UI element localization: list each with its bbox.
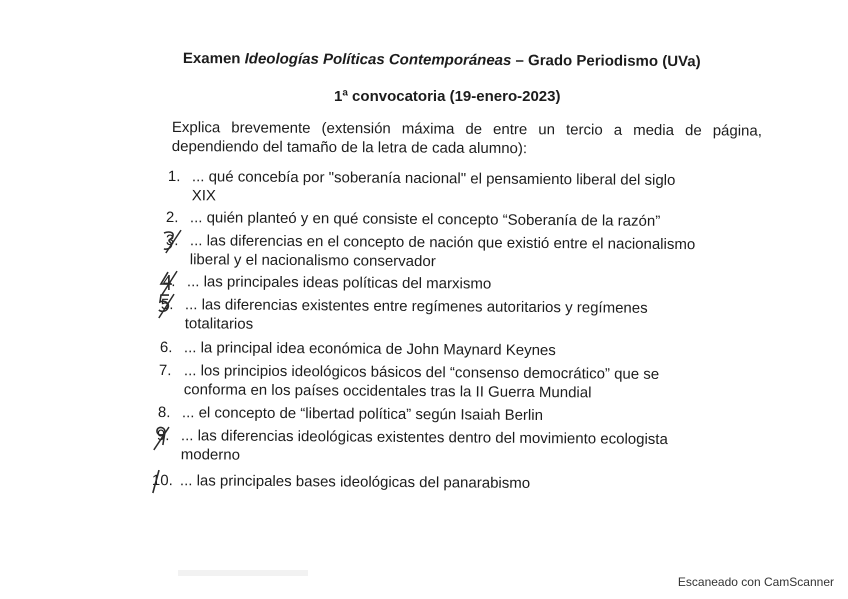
instructions: Explica brevemente (extensión máxima de entre un tercio a media de página, dependiendo del tamaño de la letra de cada alumno): xyxy=(171,118,762,158)
title-course: Ideologías Políticas Contemporáneas xyxy=(244,50,512,70)
question-8 xyxy=(157,404,743,425)
question-number: 5. xyxy=(160,296,174,314)
question-text: ... el concepto de “libertad política” según Isaiah Berlin xyxy=(181,404,544,425)
question-5 xyxy=(160,296,757,333)
question-4 xyxy=(162,273,748,293)
pen-strike-mark xyxy=(151,423,177,451)
pen-strike-mark xyxy=(148,466,174,494)
question-2 xyxy=(165,209,751,230)
question-text-cont: conforma en los países occidentales tras la II Guerra Mundial xyxy=(183,381,592,402)
question-text: ... la principal idea económica de John Maynard Keynes xyxy=(183,339,556,360)
question-number: 3. xyxy=(165,232,179,250)
question-text-cont: moderno xyxy=(180,446,241,464)
exam-title xyxy=(183,50,743,70)
question-number: 7. xyxy=(158,362,172,380)
scan-smudge xyxy=(178,570,308,576)
question-text: ... qué concebía por "soberanía nacional" el pensamiento liberal del siglo xyxy=(191,168,676,189)
question-text: ... las diferencias ideológicas existentes dentro del movimiento ecologista xyxy=(180,427,668,449)
question-text-cont: totalitarios xyxy=(184,315,254,333)
title-prefix: Examen xyxy=(182,50,245,68)
title-suffix: – Grado Periodismo (UVa) xyxy=(511,52,701,71)
question-text-cont: XIX xyxy=(191,187,217,205)
question-number: 8. xyxy=(157,404,171,422)
pen-strike-mark xyxy=(160,228,186,256)
question-text: ... los principios ideológicos básicos del “consenso democrático” que se xyxy=(183,362,660,383)
question-text: ... las diferencias existentes entre regímenes autoritarios y regímenes xyxy=(184,296,648,317)
question-text: ... las principales ideas políticas del marxismo xyxy=(186,273,492,293)
question-text: ... quién planteó y en qué consiste el concepto “Soberanía de la razón” xyxy=(189,209,661,230)
exam-subtitle: 1ª convocatoria (19-enero-2023) xyxy=(334,88,561,105)
question-number: 9. xyxy=(156,427,170,445)
question-3 xyxy=(165,232,756,271)
question-7 xyxy=(158,362,759,402)
question-text: ... las principales bases ideológicas del panarabismo xyxy=(179,472,531,492)
question-9 xyxy=(156,427,765,464)
question-number: 1. xyxy=(167,168,181,186)
question-text-cont: liberal y el nacionalismo conservador xyxy=(189,251,436,271)
question-10 xyxy=(151,472,737,492)
question-number: 4. xyxy=(162,273,176,291)
question-number: 10. xyxy=(151,472,173,490)
question-number: 6. xyxy=(159,339,173,357)
pen-strike-mark xyxy=(155,292,181,320)
question-6 xyxy=(159,339,745,360)
question-text: ... las diferencias en el concepto de nación que existió entre el nacionalismo xyxy=(189,232,696,254)
question-number: 2. xyxy=(165,209,179,227)
camscanner-watermark: Escaneado con CamScanner xyxy=(677,575,834,589)
question-1 xyxy=(167,168,753,205)
